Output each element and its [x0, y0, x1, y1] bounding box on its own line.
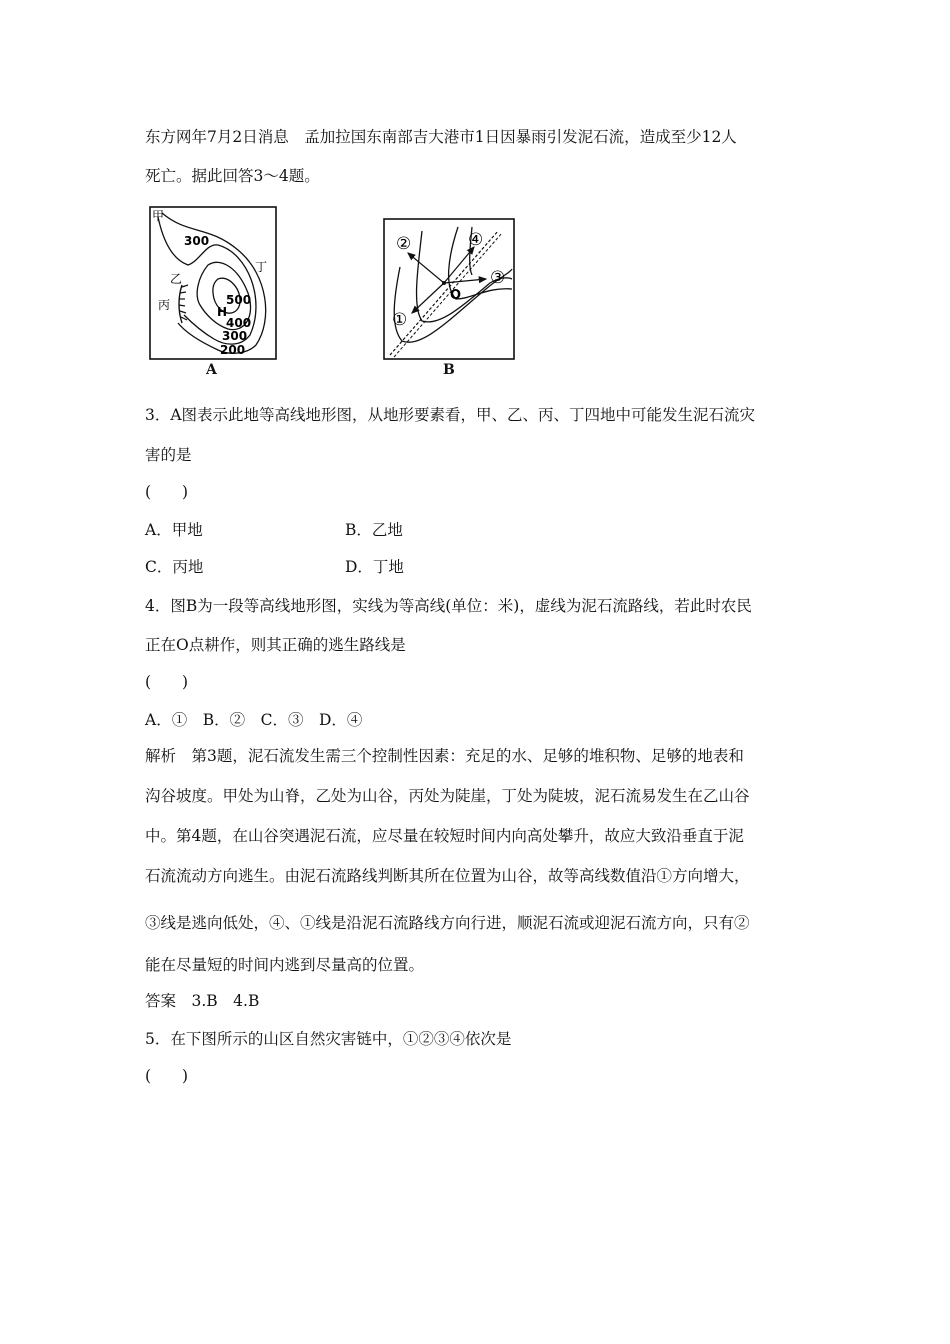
analysis-line-6: 能在尽量短的时间内逃到尽量高的位置。 [145, 956, 425, 974]
analysis-line-3: 中。第4题，在山谷突遇泥石流，应尽量在较短时间内向高处攀升，故应大致沿垂直于泥 [145, 827, 744, 845]
q3-answer-paren: ( ) [145, 483, 189, 501]
point-o-label: O [450, 288, 462, 303]
q3-option-b: B．乙地 [345, 521, 403, 539]
analysis-line-2: 沟谷坡度。甲处为山脊，乙处为山谷，丙处为陡崖，丁处为陡坡，泥石流易发生在乙山谷 [145, 787, 750, 805]
q3-option-c: C．丙地 [145, 558, 204, 576]
figure-b [382, 217, 518, 363]
contour-label-300-top: 300 [184, 234, 210, 248]
answer-line: 答案 3.B 4.B [145, 992, 260, 1010]
contour-label-200: 200 [220, 343, 246, 357]
q3-option-a: A．甲地 [145, 521, 203, 539]
figure-a-caption: A [206, 362, 217, 378]
label-h: H [217, 305, 228, 319]
analysis-line-1: 解析 第3题，泥石流发生需三个控制性因素：充足的水、足够的堆积物、足够的地表和 [145, 747, 744, 765]
q5-stem: 5．在下图所示的山区自然灾害链中，①②③④依次是 [145, 1030, 512, 1048]
q4-stem-line-1: 4．图B为一段等高线地形图，实线为等高线(单位：米)，虚线为泥石流路线，若此时农民 [145, 597, 752, 615]
label-yi: 乙 [170, 272, 183, 286]
contour-label-400: 400 [226, 316, 252, 330]
route-3-label: ③ [490, 268, 506, 288]
q5-answer-paren: ( ) [145, 1067, 189, 1085]
intro-line-2: 死亡。据此回答3～4题。 [145, 167, 320, 185]
label-jia: 甲 [152, 209, 165, 223]
label-bing: 丙 [158, 298, 171, 312]
q4-options: A．① B．② C．③ D．④ [145, 711, 363, 729]
q4-answer-paren: ( ) [145, 673, 189, 691]
q3-stem-line-2: 害的是 [145, 446, 192, 464]
route-1-label: ① [392, 310, 408, 330]
q3-option-d: D．丁地 [345, 558, 404, 576]
figure-a [148, 205, 278, 367]
q4-stem-line-2: 正在O点耕作，则其正确的逃生路线是 [145, 636, 406, 654]
q3-stem-line-1: 3．A图表示此地等高线地形图，从地形要素看，甲、乙、丙、丁四地中可能发生泥石流灾 [145, 406, 756, 424]
contour-label-300: 300 [222, 329, 248, 343]
analysis-line-4: 石流流动方向逃生。由泥石流路线判断其所在位置为山谷，故等高线数值沿①方向增大， [145, 867, 750, 885]
label-ding: 丁 [255, 260, 268, 274]
analysis-line-5: ③线是逃向低处，④、①线是沿泥石流路线方向行进，顺泥石流或迎泥石流方向，只有② [145, 914, 750, 932]
contour-label-500: 500 [226, 293, 252, 307]
route-4-label: ④ [468, 230, 484, 250]
intro-line-1: 东方网年7月2日消息 孟加拉国东南部吉大港市1日因暴雨引发泥石流，造成至少12人 [145, 128, 737, 146]
figure-b-caption: B [443, 362, 455, 378]
route-2-label: ② [396, 234, 412, 254]
